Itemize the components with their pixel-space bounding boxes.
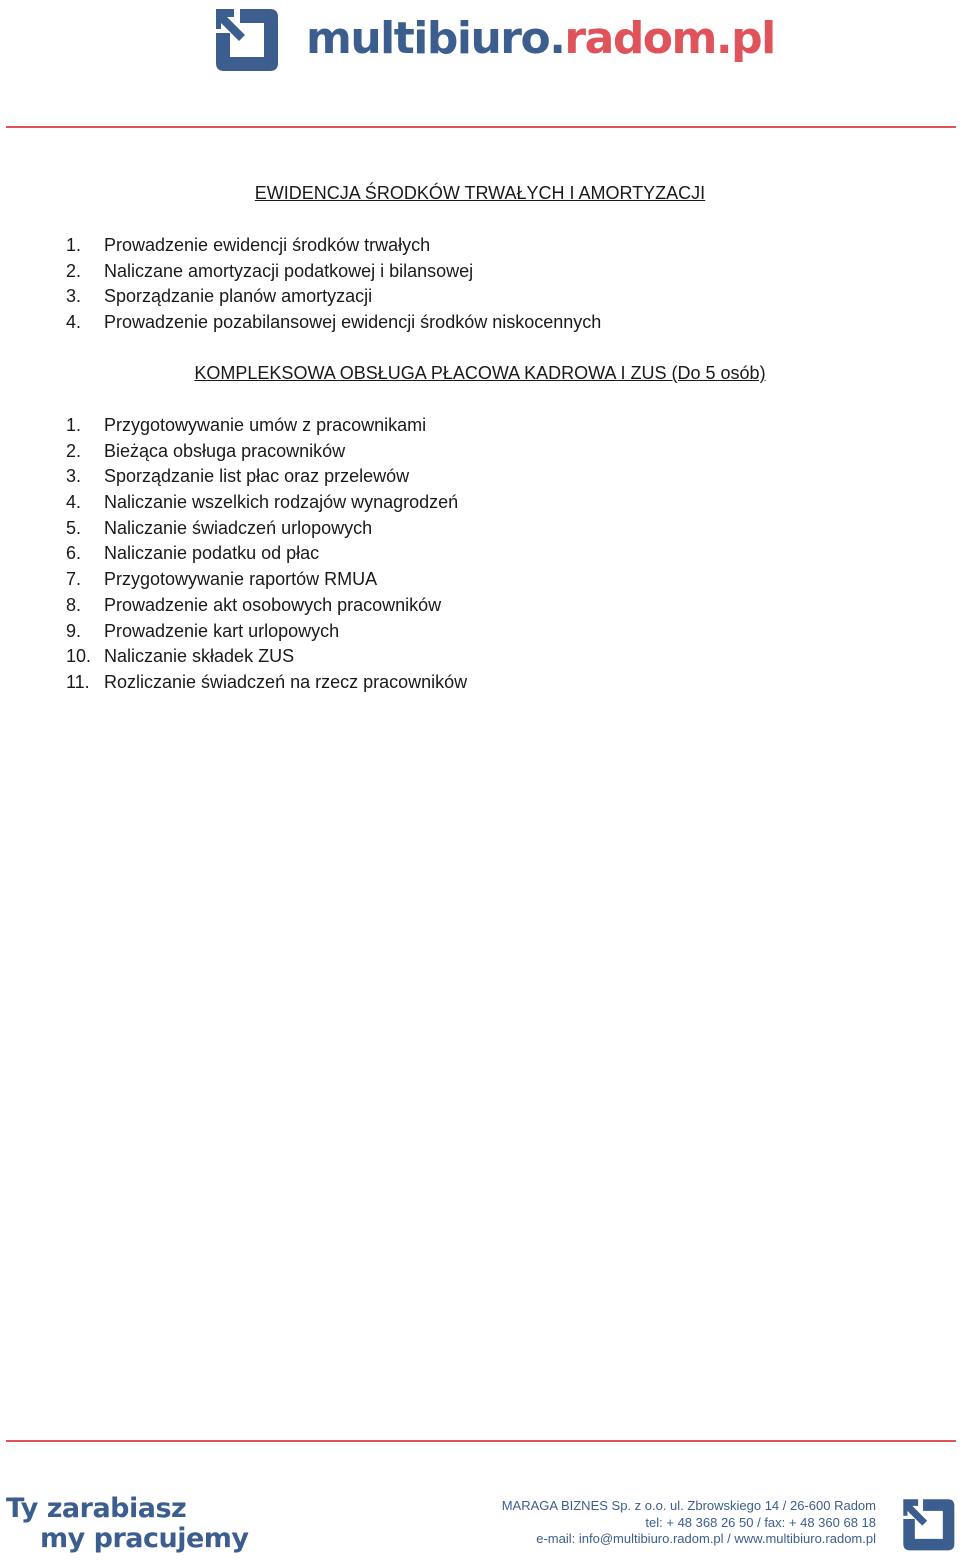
list-item: 2. Naliczane amortyzacji podatkowej i bilansowej — [66, 260, 474, 281]
logo — [212, 4, 775, 74]
logo-text-blue: multibiuro. — [306, 13, 565, 64]
list-item: 5. Naliczanie świadczeń urlopowych — [66, 517, 373, 538]
company-phone: tel: + 48 368 26 50 / fax: + 48 360 68 18 — [645, 1514, 876, 1530]
footer-divider — [6, 1440, 956, 1442]
list-item: 4. Prowadzenie pozabilansowej ewidencji środków niskocennych — [66, 312, 602, 333]
list-item: 3. Sporządzanie list płac oraz przelewów — [66, 466, 410, 487]
list-item: 11. Rozliczanie świadczeń na rzecz pracowników — [66, 671, 468, 692]
list-item: 3. Sporządzanie planów amortyzacji — [66, 286, 373, 307]
section-title-fixed-assets: EWIDENCJA ŚRODKÓW TRWAŁYCH I AMORTYZACJI — [254, 183, 706, 203]
list-item: 10. Naliczanie składek ZUS — [66, 646, 295, 667]
company-info — [502, 1498, 876, 1548]
header-divider — [6, 126, 956, 128]
company-contact-links[interactable]: e-mail: info@multibiuro.radom.pl / www.multibiuro.radom.pl — [536, 1531, 876, 1546]
company-address: MARAGA BIZNES Sp. z o.o. ul. Zbrowskiego 14 / 26-600 Radom — [501, 1498, 876, 1513]
section-title-payroll: KOMPLEKSOWA OBSŁUGA PŁACOWA KADROWA I ZUS (Do 5 osób) — [194, 363, 766, 383]
footer-logo-mark-icon — [900, 1496, 956, 1552]
payroll-list — [66, 413, 467, 696]
list-item: 1. Przygotowywanie umów z pracownikami — [66, 415, 427, 435]
list-item: 9. Prowadzenie kart urlopowych — [66, 620, 340, 641]
logo-text-red: radom.pl — [564, 13, 775, 64]
logo-wordmark — [306, 13, 775, 64]
list-item: 1. Prowadzenie ewidencji środków trwałych — [66, 235, 431, 255]
list-item: 4. Naliczanie wszelkich rodzajów wynagrodzeń — [66, 492, 459, 513]
footer-slogan — [6, 1494, 249, 1554]
slogan-line-1: Ty zarabiasz — [6, 1493, 187, 1524]
list-item: 2. Bieżąca obsługa pracowników — [66, 440, 346, 461]
list-item: 6. Naliczanie podatku od płac — [66, 543, 320, 564]
slogan-line-2: my pracujemy — [40, 1523, 249, 1554]
logo-mark-icon — [212, 5, 280, 73]
fixed-assets-list — [66, 233, 601, 336]
list-item: 8. Prowadzenie akt osobowych pracowników — [66, 594, 442, 615]
list-item: 7. Przygotowywanie raportów RMUA — [66, 569, 378, 590]
